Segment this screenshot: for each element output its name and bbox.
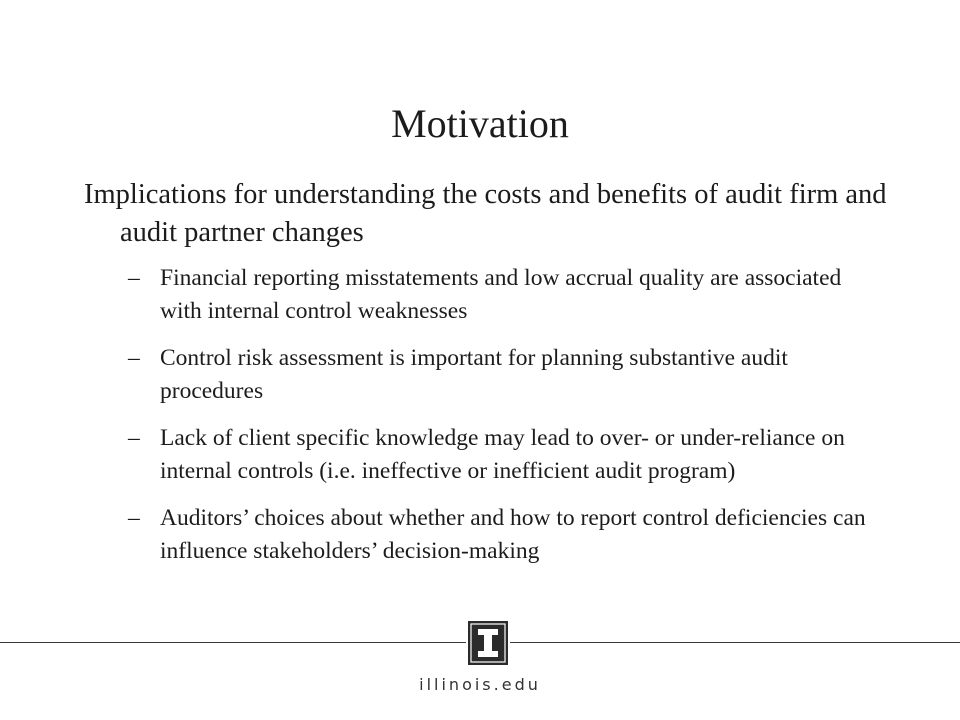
bullet-dash: –: [128, 265, 140, 291]
bullet-text: Control risk assessment is important for planning substantive audit procedures: [160, 345, 788, 404]
bullet-text: Lack of client specific knowledge may lead to over- or under-reliance on internal controls (i.e. ineffective or inefficient audit program): [160, 425, 845, 484]
bullet-text: Auditors’ choices about whether and how to report control deficiencies can influence stakeholders’ decision-making: [160, 505, 866, 564]
bullet-item: [128, 342, 868, 408]
bullet-dash: –: [128, 345, 140, 371]
bullet-list: [128, 262, 868, 582]
bullet-text: Financial reporting misstatements and low accrual quality are associated with internal control weaknesses: [160, 265, 842, 324]
bullet-item: [128, 502, 868, 568]
bullet-dash: –: [128, 505, 140, 531]
illinois-block-i-icon: [466, 620, 510, 666]
bullet-item: [128, 262, 868, 328]
lead-paragraph: Implications for understanding the costs and benefits of audit firm and audit partner changes: [84, 179, 887, 248]
bullet-item: [128, 422, 868, 488]
footer-domain: illinois.edu: [419, 675, 541, 694]
bullet-dash: –: [128, 425, 140, 451]
illinois-logo-graphic: [468, 621, 508, 665]
slide-title: Motivation: [391, 101, 569, 146]
